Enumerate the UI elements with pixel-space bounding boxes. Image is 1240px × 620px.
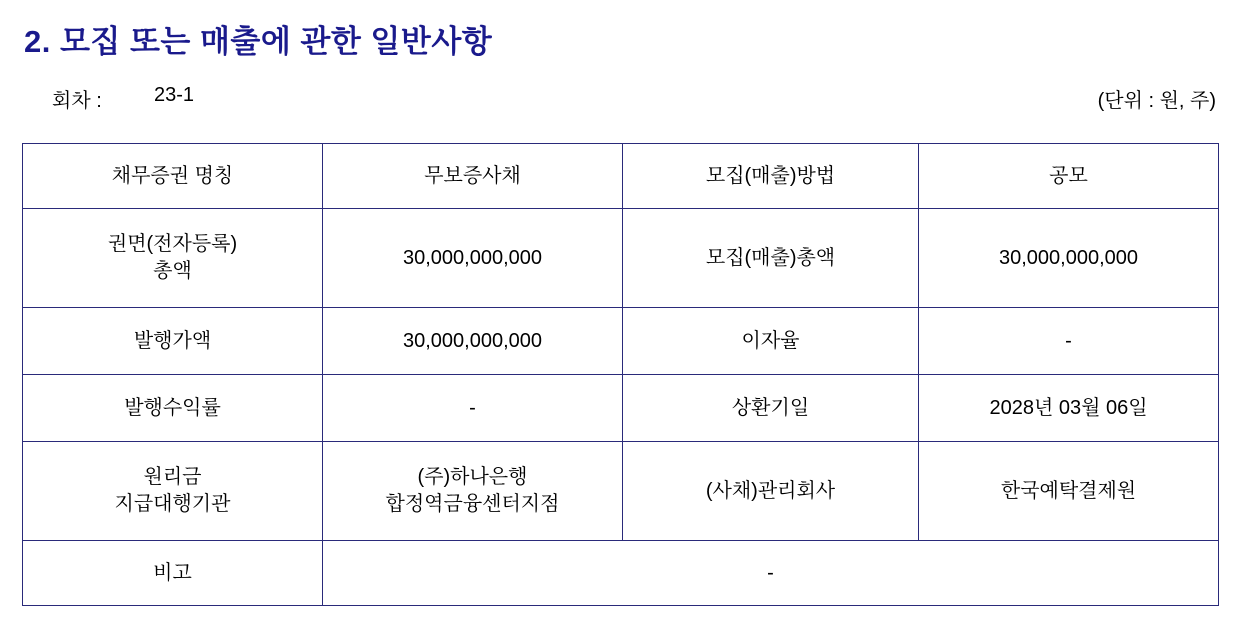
row-label-face-amount (23, 209, 323, 308)
unit-note: (단위 : 원, 주) (1097, 90, 1216, 112)
row-label-yield: 발행수익률 (23, 375, 323, 442)
table-row (23, 209, 1219, 308)
row-value-remarks: - (323, 541, 1219, 606)
row-label-security-name: 채무증권 명칭 (23, 144, 323, 209)
row-label-offering-method: 모집(매출)방법 (623, 144, 919, 209)
row-label-total-offering: 모집(매출)총액 (623, 209, 919, 308)
row-label-issue-price: 발행가액 (23, 308, 323, 375)
table-row (23, 541, 1219, 606)
subheader-row (24, 84, 1216, 114)
table-row (23, 375, 1219, 442)
table-row (23, 442, 1219, 541)
row-value-offering-method: 공모 (919, 144, 1219, 209)
row-label-paying-agent-line1: 원리금 (143, 466, 202, 488)
round-label: 회차 : (52, 90, 102, 112)
table-row (23, 308, 1219, 375)
row-label-face-amount-line2: 총액 (153, 260, 192, 282)
row-value-paying-agent-line2: 합정역금융센터지점 (385, 493, 560, 515)
round-value: 23-1 (154, 84, 195, 106)
row-value-total-offering: 30,000,000,000 (919, 209, 1219, 308)
row-value-issue-price: 30,000,000,000 (323, 308, 623, 375)
row-value-paying-agent (323, 442, 623, 541)
row-value-paying-agent-line1: (주)하나은행 (417, 466, 528, 488)
row-value-face-amount: 30,000,000,000 (323, 209, 623, 308)
row-label-face-amount-line1: 권면(전자등록) (107, 233, 238, 255)
row-label-interest-rate: 이자율 (623, 308, 919, 375)
row-label-bond-manager: (사채)관리회사 (623, 442, 919, 541)
row-value-bond-manager: 한국예탁결제원 (919, 442, 1219, 541)
row-value-security-name: 무보증사채 (323, 144, 623, 209)
row-value-yield: - (323, 375, 623, 442)
page-title: 2. 모집 또는 매출에 관한 일반사항 (24, 24, 493, 59)
table-row (23, 144, 1219, 209)
row-value-maturity-date: 2028년 03월 06일 (919, 375, 1219, 442)
offering-summary-table (22, 143, 1219, 606)
row-value-interest-rate: - (919, 308, 1219, 375)
row-label-paying-agent (23, 442, 323, 541)
row-label-remarks: 비고 (23, 541, 323, 606)
row-label-maturity-date: 상환기일 (623, 375, 919, 442)
row-label-paying-agent-line2: 지급대행기관 (114, 493, 231, 515)
